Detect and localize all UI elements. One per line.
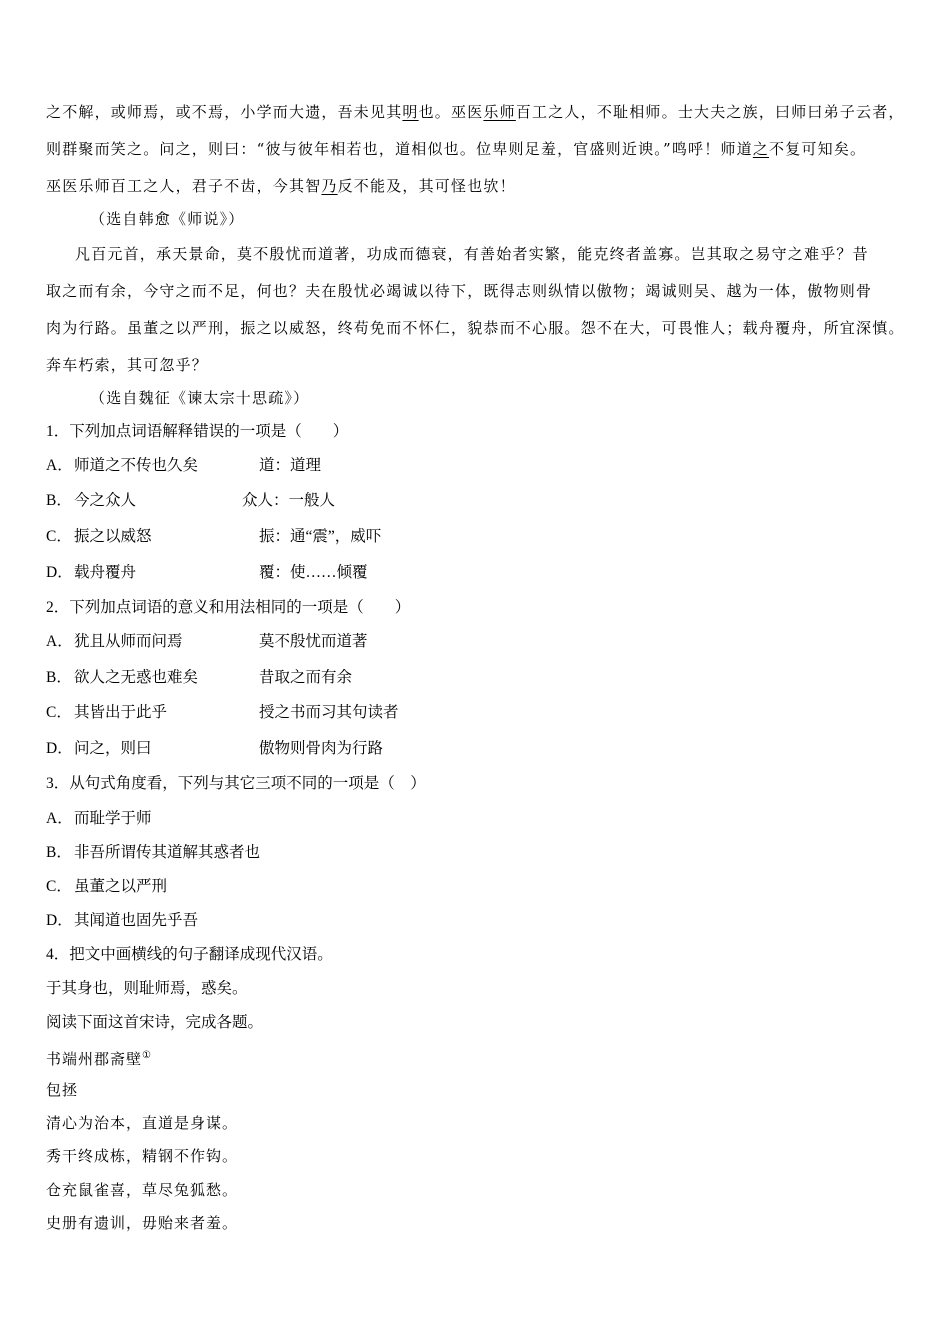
- poem-intro: 阅读下面这首宋诗，完成各题。: [46, 1014, 264, 1031]
- option-label: D．: [46, 564, 73, 581]
- option-label: C．: [46, 878, 72, 895]
- option-explanation: 道：道理: [259, 457, 322, 474]
- question-3-option-a: [46, 809, 152, 829]
- question-1-option-b: [46, 491, 646, 511]
- question-3-stem: 3．从句式角度看，下列与其它三项不同的一项是（ ）: [46, 775, 426, 792]
- option-label: D．: [46, 740, 73, 757]
- option-label: A．: [46, 810, 73, 827]
- question-2-option-c: [46, 703, 646, 723]
- option-explanation: 众人：一般人: [242, 492, 336, 509]
- poem-line-1: 清心为治本，直道是身谋。: [46, 1114, 239, 1132]
- option-label: B．: [46, 844, 72, 861]
- option-text: 载舟覆舟: [74, 564, 137, 581]
- option-text: 犹且从师而问焉: [74, 633, 183, 650]
- option-explanation: 振：通“震”，威吓: [259, 528, 382, 545]
- option-label: C．: [46, 704, 72, 721]
- question-3-option-b: [46, 843, 260, 863]
- option-compare-text: 授之书而习其句读者: [259, 704, 399, 721]
- question-1-option-c: [46, 527, 646, 547]
- option-compare-text: 傲物则骨肉为行路: [259, 740, 384, 757]
- passage1-line-1: [46, 102, 914, 122]
- option-text: 其闻道也固先乎吾: [74, 912, 199, 929]
- question-2-option-d: [46, 739, 646, 759]
- passage2-line-2: 取之而有余，今守之而不足，何也？夫在殷忧必竭诚以待下，既得志则纵情以傲物；竭诚则吴、越为一体，傲物则骨: [46, 282, 873, 300]
- option-text: 而耻学于师: [74, 810, 152, 827]
- option-label: B．: [46, 669, 72, 686]
- passage1-line-2: [46, 139, 914, 159]
- question-1-option-d: [46, 563, 646, 583]
- poem-title-text: 书端州郡斋壁: [46, 1050, 143, 1068]
- question-2-option-a: [46, 632, 646, 652]
- option-text: 非吾所谓传其道解其惑者也: [74, 844, 261, 861]
- text-segment: 也。巫医: [418, 103, 484, 121]
- option-label: A．: [46, 633, 73, 650]
- option-label: D．: [46, 912, 73, 929]
- text-segment: 反不能及，其可怪也欤！: [337, 177, 516, 195]
- question-3-option-c: [46, 877, 167, 897]
- underlined-word: 乐师: [483, 103, 516, 121]
- poem-line-2: 秀干终成栋，精钢不作钩。: [46, 1147, 239, 1165]
- passage2-line-4: 奔车朽索，其可忽乎？: [46, 356, 209, 374]
- poem-line-4: 史册有遗训，毋贻来者羞。: [46, 1214, 239, 1232]
- option-text: 虽董之以严刑: [74, 878, 168, 895]
- underlined-word: 之: [752, 140, 770, 158]
- text-segment: 百工之人，不耻相师。士大夫之族，曰师曰弟子云者，: [515, 103, 905, 121]
- question-1-stem: 1．下列加点词语解释错误的一项是（ ）: [46, 423, 349, 440]
- text-segment: 巫医乐师百工之人，君子不齿，今其智: [46, 177, 322, 195]
- question-4-stem: 4．把文中画横线的句子翻译成现代汉语。: [46, 946, 333, 963]
- option-compare-text: 莫不殷忧而道著: [259, 633, 368, 650]
- text-segment: 之不解，或师焉，或不焉，小学而大遗，吾未见其: [46, 103, 403, 121]
- option-text: 师道之不传也久矣: [74, 457, 199, 474]
- passage2-line-1: 凡百元首，承天景命，莫不殷忧而道著，功成而德衰，有善始者实繁，能克终者盖寡。岂其取之易守之难乎？昔: [75, 245, 869, 263]
- poem-title: [46, 1046, 152, 1069]
- option-text: 今之众人: [74, 492, 137, 509]
- text-segment: 则群聚而笑之。问之，则曰：“彼与彼年相若也，道相似也。位卑则足羞，官盛则近谀。”鸣呼！师道: [46, 140, 753, 158]
- option-text: 振之以威怒: [74, 528, 152, 545]
- question-1-option-a: [46, 456, 646, 476]
- option-explanation: 覆：使……倾覆: [259, 564, 368, 581]
- passage1-line-3: [46, 176, 516, 196]
- question-3-option-d: [46, 911, 198, 931]
- option-text: 欲人之无惑也难矣: [74, 669, 199, 686]
- passage1-source: （选自韩愈《师说》）: [90, 210, 245, 228]
- poem-line-3: 仓充鼠雀喜，草尽兔狐愁。: [46, 1181, 239, 1199]
- option-label: C．: [46, 528, 72, 545]
- poem-author: 包拯: [46, 1081, 79, 1099]
- passage2-source: （选自魏征《谏太宗十思疏》）: [90, 389, 310, 407]
- option-compare-text: 昔取之而有余: [259, 669, 353, 686]
- question-2-option-b: [46, 668, 646, 688]
- text-segment: 不复可知矣。: [769, 140, 867, 158]
- option-label: B．: [46, 492, 72, 509]
- footnote-mark: ①: [142, 1050, 152, 1061]
- option-text: 其皆出于此乎: [74, 704, 168, 721]
- question-4-sentence: 于其身也，则耻师焉，惑矣。: [46, 980, 248, 997]
- underlined-word: 乃: [321, 177, 338, 195]
- option-label: A．: [46, 457, 73, 474]
- passage2-line-3: 肉为行路。虽董之以严刑，振之以威怒，终苟免而不怀仁，貌恭而不心服。怨不在大，可畏惟人；载舟覆舟，所宜深慎。: [46, 319, 905, 337]
- option-text: 问之，则曰: [74, 740, 152, 757]
- question-2-stem: 2．下列加点词语的意义和用法相同的一项是（ ）: [46, 599, 411, 616]
- underlined-word: 明: [402, 103, 419, 121]
